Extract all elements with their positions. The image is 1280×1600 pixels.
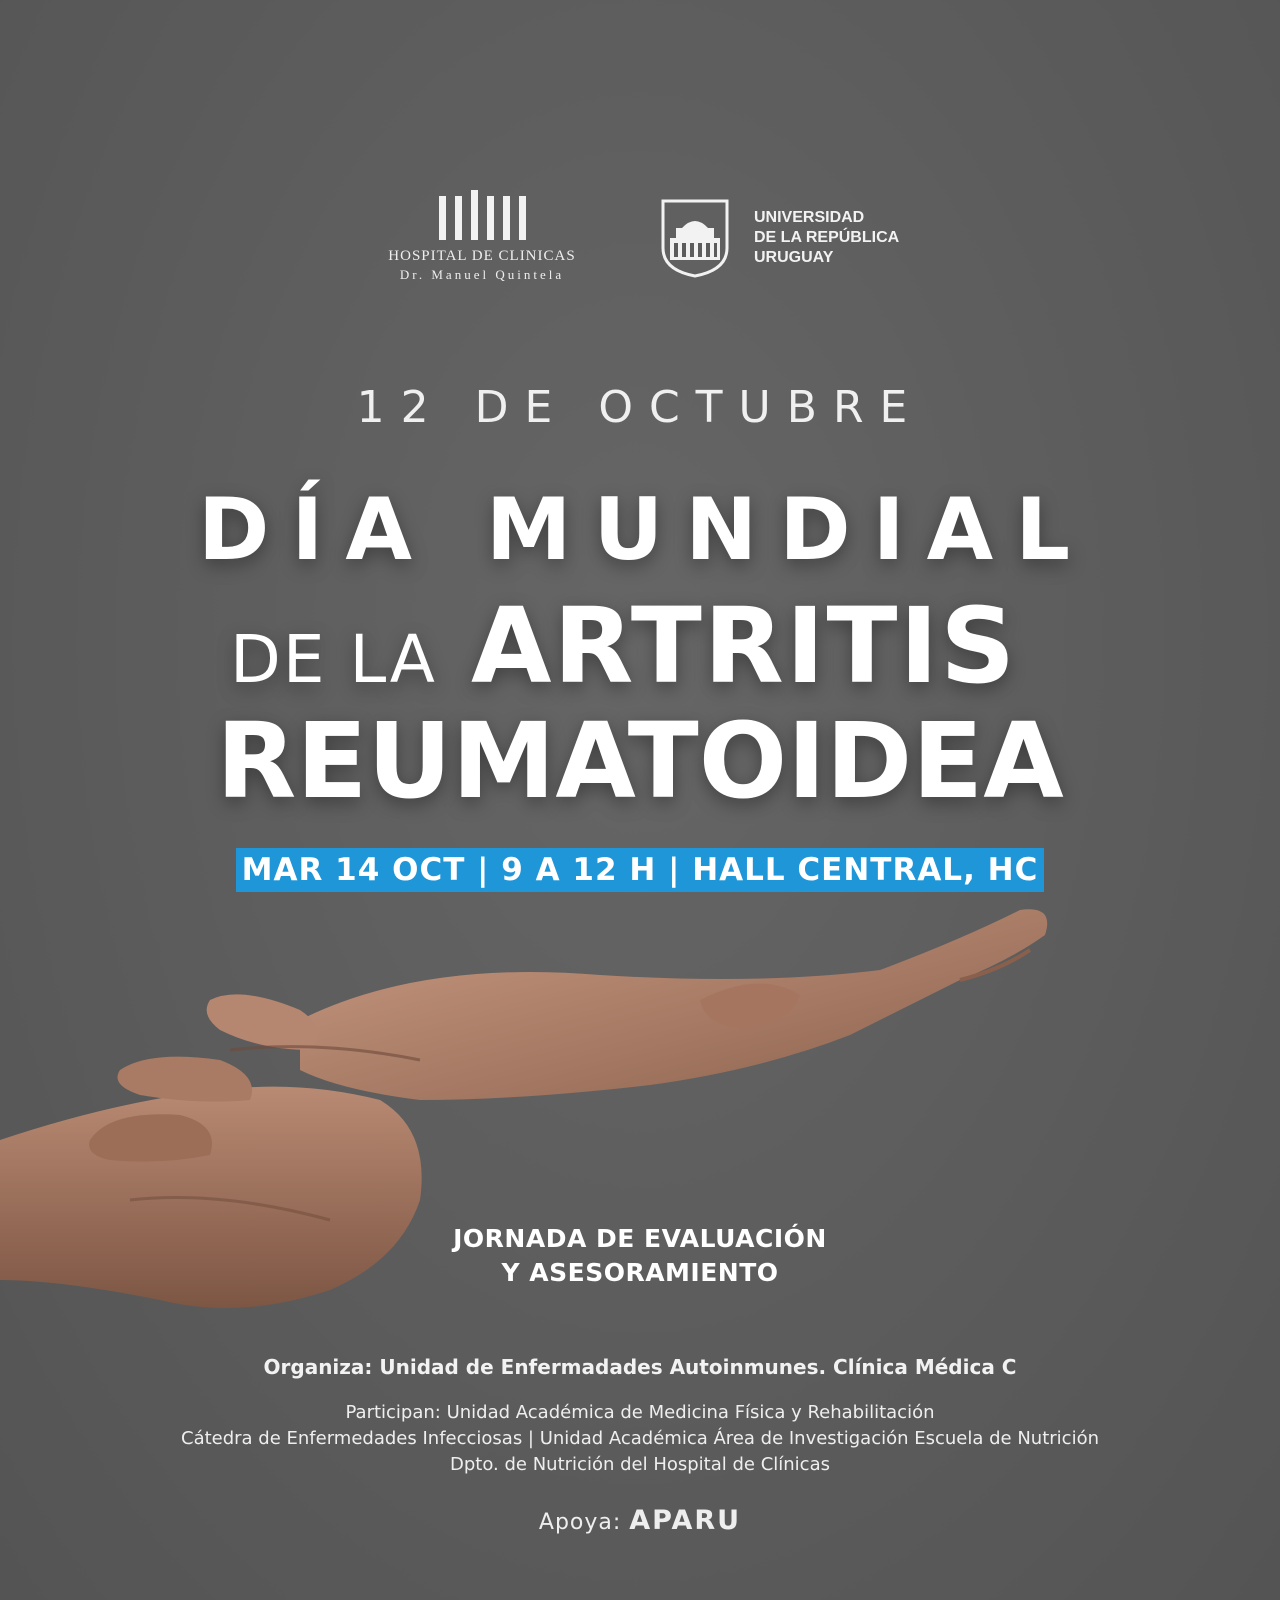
hospital-logo: [372, 190, 592, 283]
event-date: 12 DE OCTUBRE: [356, 382, 924, 433]
participan-text: [0, 1400, 1280, 1478]
hands-illustration: [0, 900, 1280, 1380]
participan-line-3: Dpto. de Nutrición del Hospital de Clínicas: [450, 1454, 830, 1475]
participan-line-1: Participan: Unidad Académica de Medicina Física y Rehabilitación: [345, 1402, 935, 1423]
organiza-text: Organiza: Unidad de Enfermadades Autoinmunes. Clínica Médica C: [263, 1355, 1017, 1379]
headline-line-1: DÍA MUNDIAL: [197, 480, 1092, 580]
apoya-label: Apoya:: [538, 1510, 622, 1535]
headline-line-3: REUMATOIDEA: [216, 700, 1064, 822]
hospital-subtitle: Dr. Manuel Quintela: [399, 267, 565, 282]
headline-line-2-small: DE LA: [230, 621, 437, 698]
university-shield-icon: [660, 198, 730, 278]
jornada-line-2: Y ASESORAMIENTO: [501, 1258, 779, 1287]
participan-line-2: Cátedra de Enfermedades Infecciosas | Unidad Académica Área de Investigación Escuela de Nutrición: [181, 1428, 1099, 1449]
university-line-3: URUGUAY: [754, 249, 834, 266]
headline-line-2-big: ARTRITIS: [470, 585, 1018, 707]
university-line-2: DE LA REPÚBLICA: [754, 229, 900, 246]
hospital-name: HOSPITAL DE CLINICAS: [388, 248, 576, 264]
event-info-bar: MAR 14 OCT | 9 A 12 H | HALL CENTRAL, HC: [236, 848, 1044, 892]
headline-line-2: [230, 585, 1017, 707]
university-line-1: UNIVERSIDAD: [754, 209, 865, 226]
jornada-line-1: JORNADA DE EVALUACIÓN: [453, 1224, 827, 1253]
hospital-bars-icon: [372, 190, 592, 240]
jornada-title: [0, 1222, 1280, 1290]
university-logo: [660, 198, 899, 278]
apoya-text: [0, 1505, 1280, 1536]
apoya-name: APARU: [629, 1505, 742, 1536]
